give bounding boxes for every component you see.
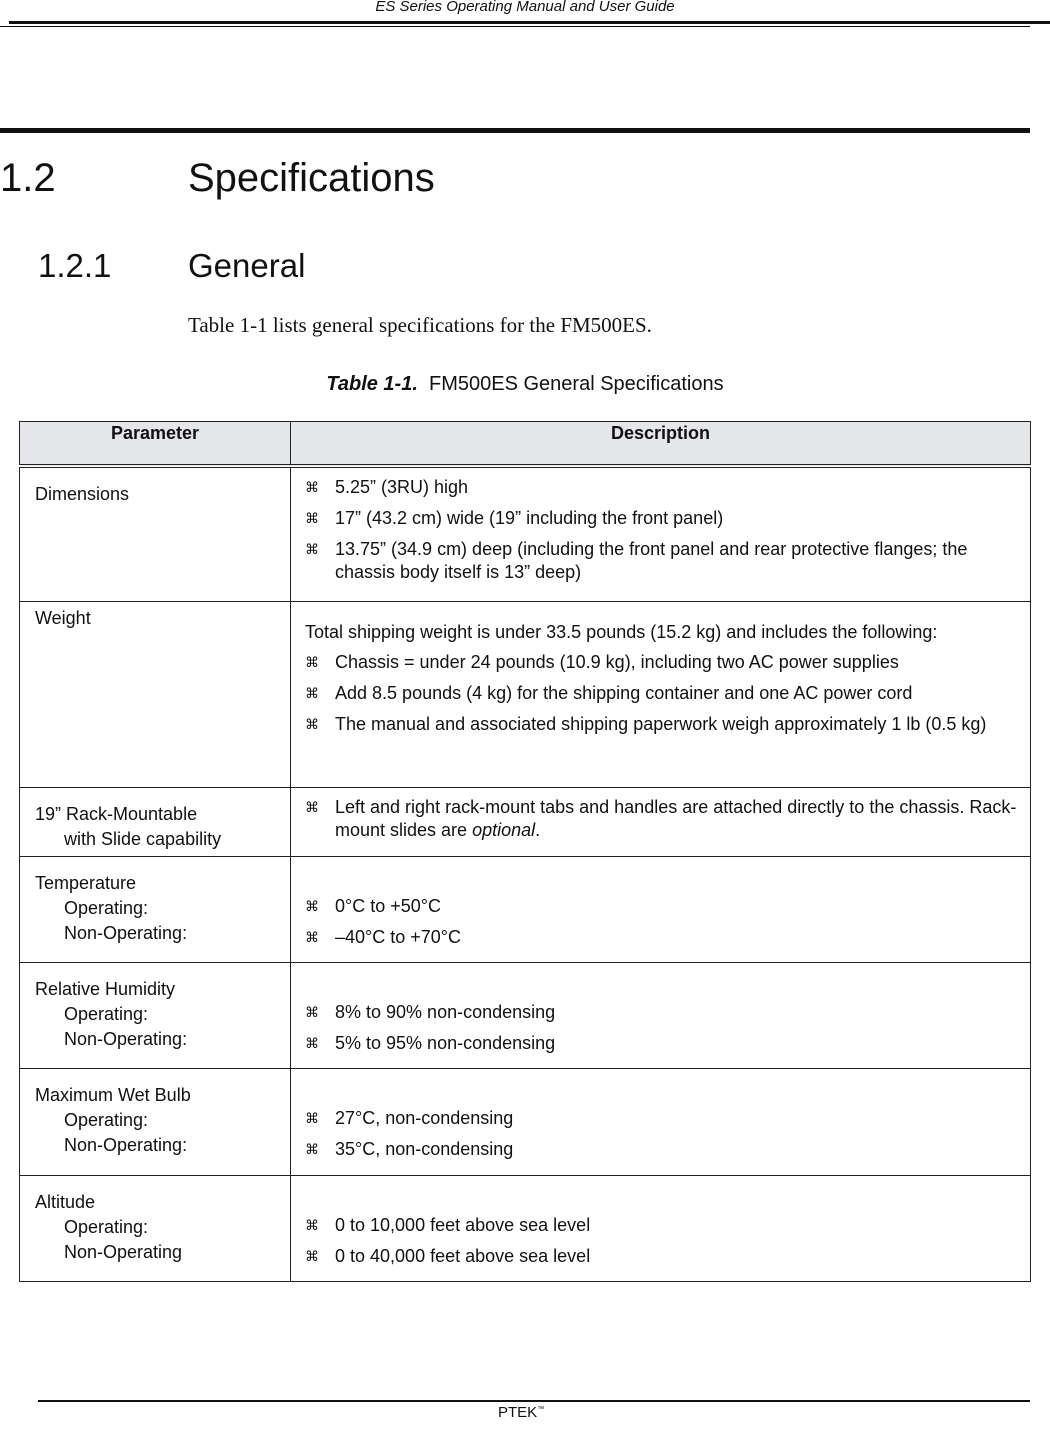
section-title: Specifications: [188, 156, 435, 200]
header-rule: [9, 21, 1050, 24]
command-key-icon: ⌘: [305, 1140, 319, 1157]
parameter-text: Maximum Wet Bulb: [35, 1084, 191, 1105]
parameter-text: Non-Operating:: [64, 1028, 188, 1049]
table-row: [20, 601, 1031, 787]
description-lead: Total shipping weight is under 33.5 pounds (15.2 kg) and includes the following:: [305, 621, 938, 642]
parameter-text: Relative Humidity: [35, 978, 176, 999]
list-item: [305, 538, 1020, 584]
running-header: ES Series Operating Manual and User Guide: [375, 0, 675, 15]
parameter-text: Altitude: [35, 1191, 96, 1212]
list-item: [305, 651, 1020, 674]
parameter-text: with Slide capability: [64, 828, 222, 849]
command-key-icon: ⌘: [305, 1034, 319, 1051]
list-item-text: 0 to 10,000 feet above sea level: [335, 1214, 591, 1235]
section-number: 1.2: [0, 156, 56, 200]
list-item: [305, 895, 1020, 918]
parameter-text: Non-Operating:: [64, 922, 188, 943]
intro-paragraph: Table 1-1 lists general specifications for the FM500ES.: [188, 313, 652, 337]
command-key-icon: ⌘: [305, 1247, 319, 1264]
command-key-icon: ⌘: [305, 479, 319, 495]
list-item-text: 0 to 40,000 feet above sea level: [335, 1245, 591, 1266]
list-item: [305, 1138, 1020, 1161]
command-key-icon: ⌘: [305, 1003, 319, 1020]
parameter-cell: [20, 601, 291, 787]
list-item: [305, 1214, 1020, 1237]
command-key-icon: ⌘: [305, 510, 319, 526]
list-item: [305, 926, 1020, 949]
description-cell: [291, 601, 1031, 787]
list-item-text: 0°C to +50°C: [335, 895, 441, 916]
description-cell: [291, 962, 1031, 1068]
brand-name: PTEK: [498, 1404, 538, 1421]
command-key-icon: ⌘: [305, 1216, 319, 1233]
header-parameter: Parameter: [20, 422, 291, 467]
list-item-text: 35°C, non-condensing: [335, 1138, 514, 1159]
command-key-icon: ⌘: [305, 798, 319, 815]
parameter-text: Operating:: [64, 1109, 149, 1130]
table-row: [20, 1068, 1031, 1175]
specifications-table: [19, 421, 1031, 1282]
table-row: [20, 962, 1031, 1068]
subsection-heading: [38, 247, 306, 285]
list-item: [305, 1032, 1020, 1055]
section-rule: [0, 128, 1030, 133]
description-cell: [291, 1175, 1031, 1281]
parameter-cell: [20, 962, 291, 1068]
parameter-text: Temperature: [35, 872, 137, 893]
list-item: [305, 476, 1020, 499]
caption-label: Table 1-1.: [326, 373, 418, 395]
list-item-text: 27°C, non-condensing: [335, 1107, 514, 1128]
parameter-cell: [20, 1068, 291, 1175]
parameter-cell: [20, 466, 291, 601]
list-item-text: 17” (43.2 cm) wide (19” including the front panel): [335, 508, 724, 528]
list-item: [305, 1001, 1020, 1024]
description-cell: [291, 466, 1031, 601]
list-item: [305, 1107, 1020, 1130]
parameter-text: Operating:: [64, 1216, 149, 1237]
table-row: [20, 1175, 1031, 1281]
list-item-text: 5% to 95% non-condensing: [335, 1032, 556, 1053]
command-key-icon: ⌘: [305, 928, 319, 945]
trademark: ™: [537, 1406, 545, 1413]
list-item: [305, 796, 1020, 842]
section-heading: [0, 156, 435, 201]
parameter-text: Dimensions: [35, 484, 130, 504]
parameter-text: Non-Operating:: [64, 1134, 188, 1155]
list-item-text: Add 8.5 pounds (4 kg) for the shipping container and one AC power cord: [335, 682, 913, 703]
command-key-icon: ⌘: [305, 653, 319, 670]
command-key-icon: ⌘: [305, 684, 319, 701]
header-rule-thin: [0, 26, 1030, 27]
caption-title: FM500ES General Specifications: [429, 373, 724, 395]
parameter-cell: [20, 856, 291, 962]
list-item: [305, 1245, 1020, 1268]
parameter-text: Operating:: [64, 897, 149, 918]
list-item-text: –40°C to +70°C: [335, 926, 461, 947]
parameter-cell: [20, 1175, 291, 1281]
list-item: [305, 682, 1020, 705]
list-item-text: Chassis = under 24 pounds (10.9 kg), including two AC power supplies: [335, 651, 899, 672]
list-item-text: Left and right rack-mount tabs and handles are attached directly to the chassis. Rack-mount slides are optional.: [335, 796, 1017, 840]
subsection-title: General: [188, 247, 306, 284]
command-key-icon: ⌘: [305, 541, 319, 557]
list-item-text: 13.75” (34.9 cm) deep (including the front panel and rear protective flanges; the chassis body itself is 13” deep): [335, 539, 968, 582]
command-key-icon: ⌘: [305, 715, 319, 732]
parameter-text: Non-Operating: [64, 1241, 183, 1262]
table-caption: [0, 373, 1050, 396]
command-key-icon: ⌘: [305, 1109, 319, 1126]
parameter-text: Operating:: [64, 1003, 149, 1024]
description-cell: [291, 787, 1031, 856]
description-cell: [291, 1068, 1031, 1175]
parameter-text: 19” Rack-Mountable: [35, 803, 198, 824]
table-row: [20, 466, 1031, 601]
list-item-text: The manual and associated shipping paperwork weigh approximately 1 lb (0.5 kg): [335, 713, 987, 734]
list-item: [305, 713, 1020, 736]
list-item: [305, 507, 1020, 530]
command-key-icon: ⌘: [305, 897, 319, 914]
footer-rule: [38, 1400, 1030, 1402]
header-description: Description: [291, 422, 1031, 467]
subsection-number: 1.2.1: [38, 247, 112, 284]
description-cell: [291, 856, 1031, 962]
parameter-cell: [20, 787, 291, 856]
list-item-text: 8% to 90% non-condensing: [335, 1001, 556, 1022]
table-row: [20, 787, 1031, 856]
list-item-text: 5.25” (3RU) high: [335, 477, 469, 497]
table-row: [20, 856, 1031, 962]
parameter-text: Weight: [35, 607, 91, 628]
footer-brand: [498, 1404, 544, 1421]
